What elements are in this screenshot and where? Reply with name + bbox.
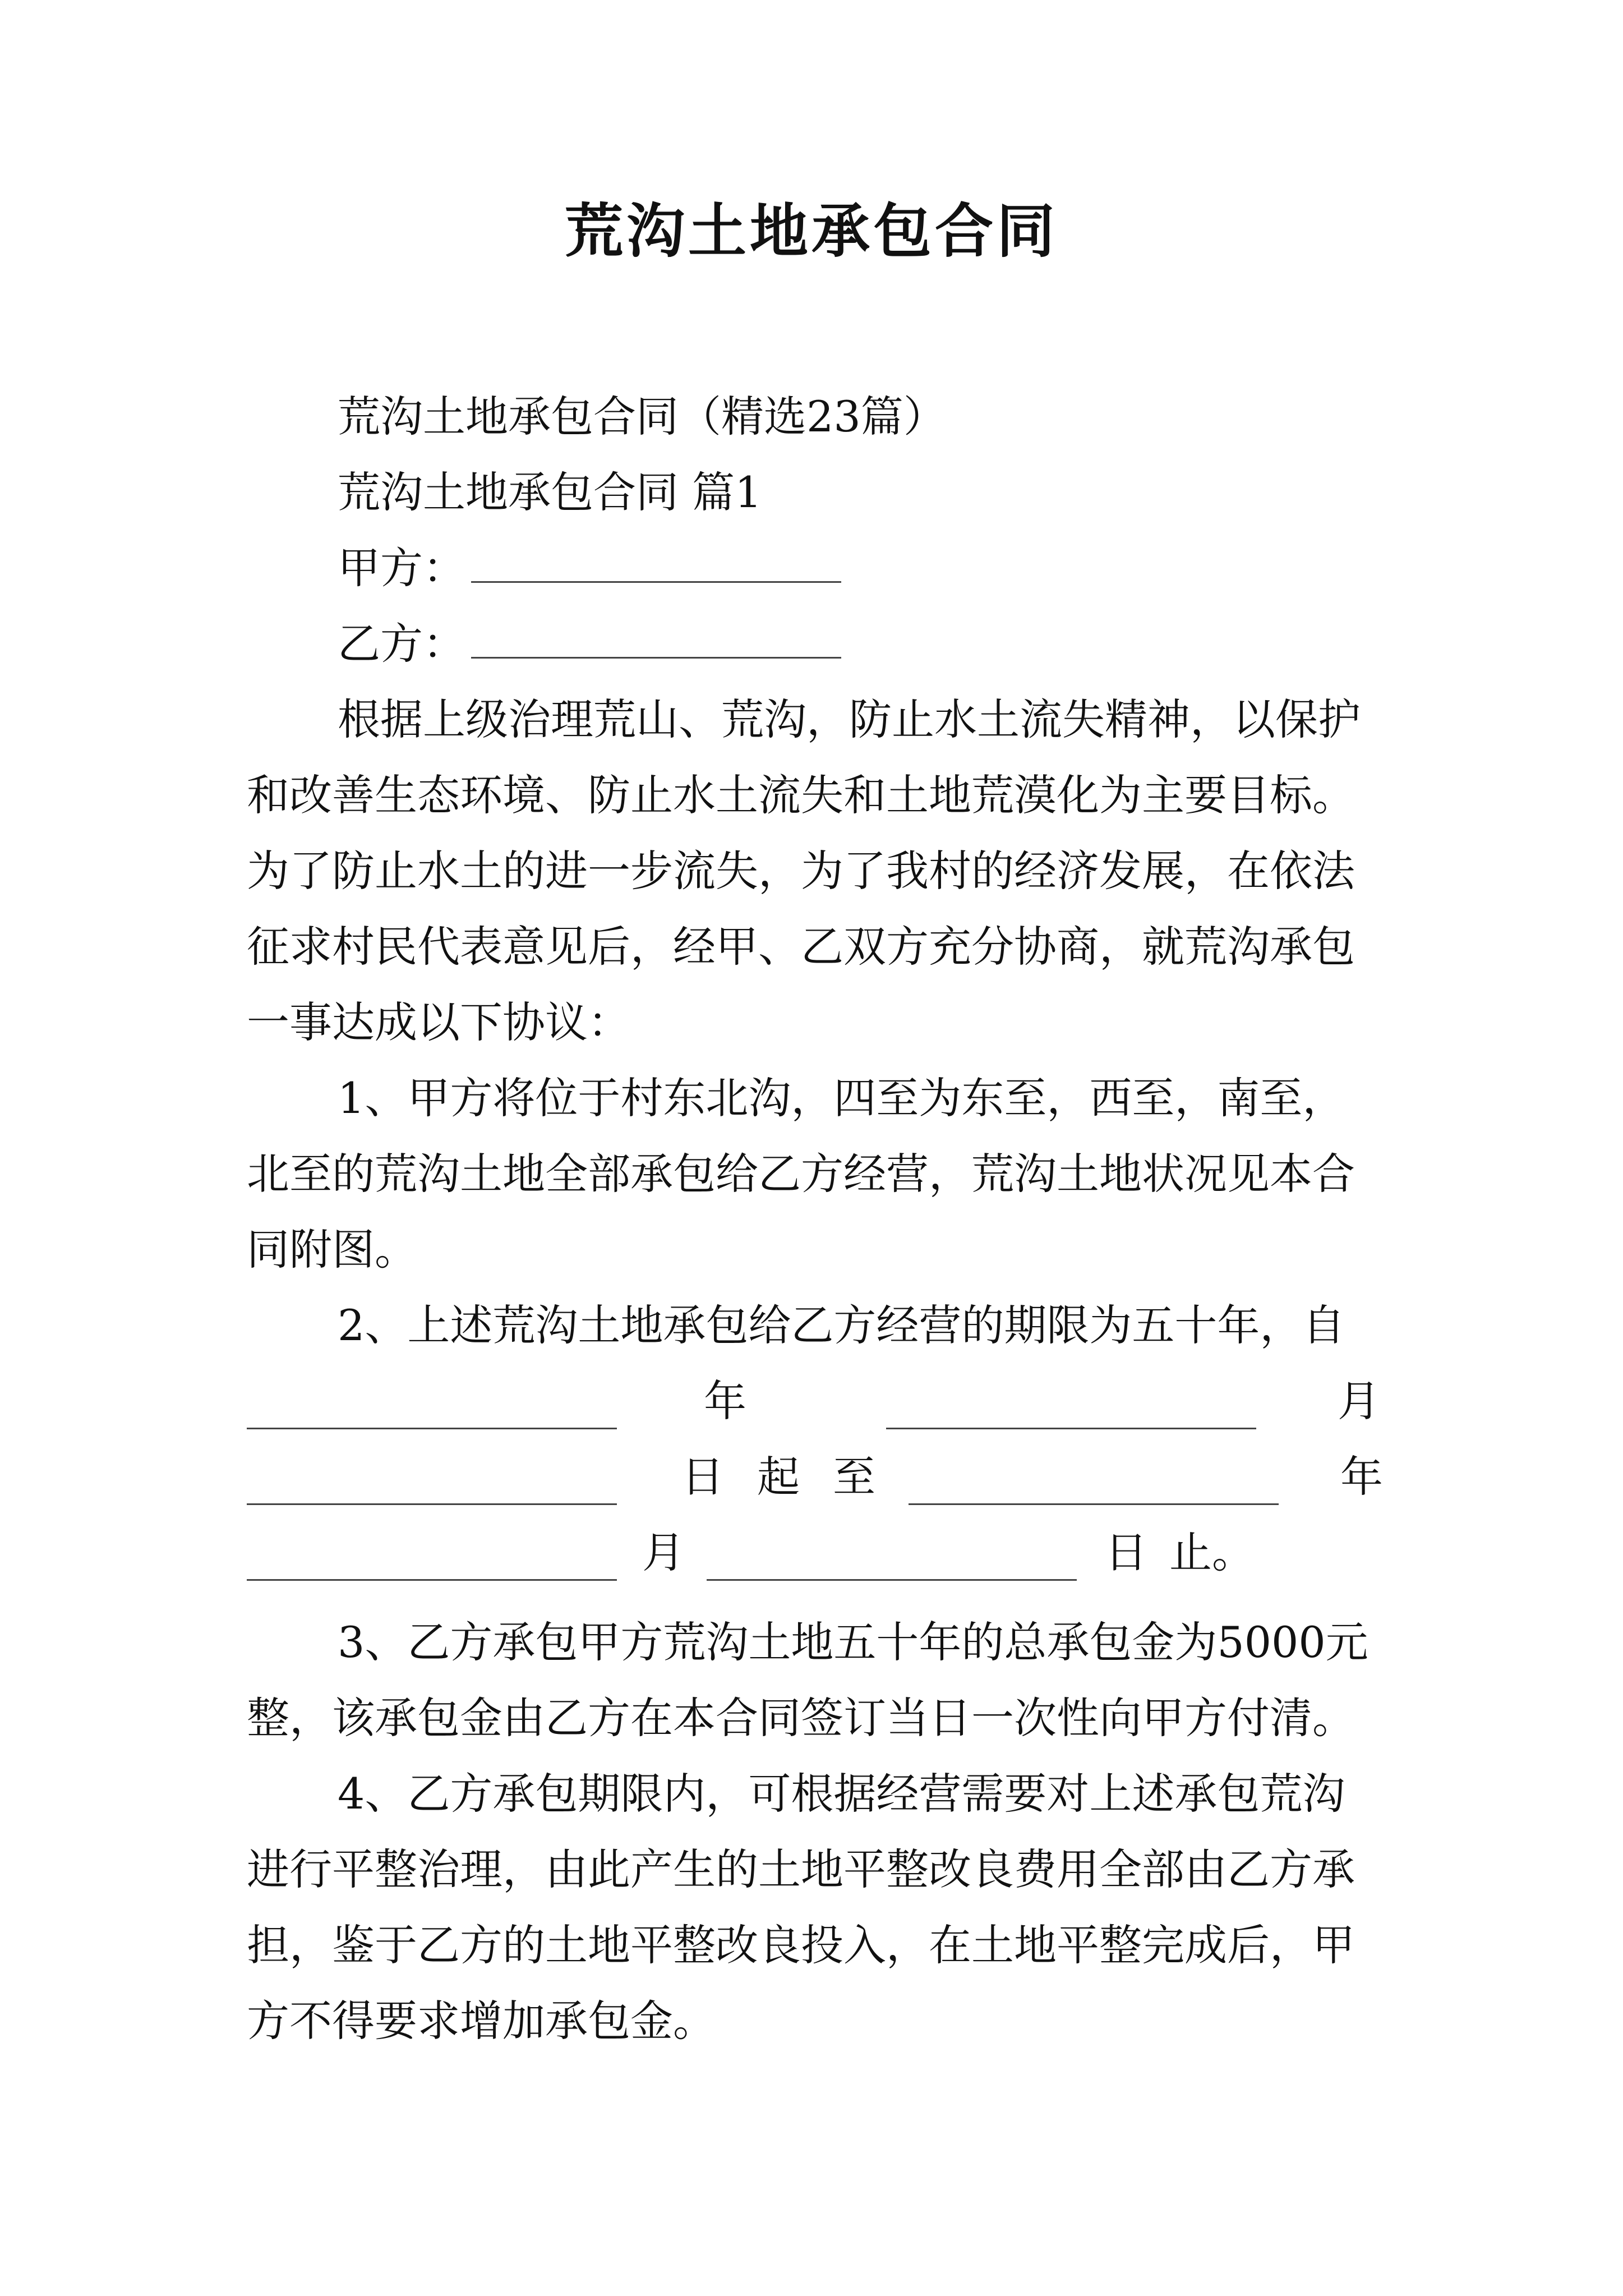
clause1-line: 北至的荒沟土地全部承包给乙方经营，荒沟土地状况见本合: [247, 1149, 1355, 1199]
end-word: 止。: [1169, 1527, 1255, 1577]
party-a-label: 甲方：: [338, 543, 465, 593]
document-title: 荒沟土地承包合同: [564, 196, 1058, 265]
party-b-label: 乙方：: [338, 619, 465, 669]
clause4-line: 方不得要求增加承包金。: [247, 1996, 716, 2046]
preamble-line: 征求村民代表意见后，经甲、乙双方充分协商，就荒沟承包: [247, 922, 1355, 972]
party-a-line: [338, 543, 841, 593]
start-month-word: 月: [1338, 1376, 1380, 1426]
end-month-word: 月: [642, 1527, 685, 1577]
end-year-word: 年: [1340, 1452, 1383, 1502]
zhi-word: 至: [833, 1452, 875, 1502]
end-day-blank: [707, 1579, 1077, 1581]
end-day-word: 日: [1105, 1527, 1147, 1577]
clause4-line: 担，鉴于乙方的土地平整改良投入，在土地平整完成后，甲: [247, 1920, 1355, 1970]
qi-word: 起: [757, 1452, 800, 1502]
clause3-line: 整，该承包金由乙方在本合同签订当日一次性向甲方付清。: [247, 1693, 1355, 1743]
preamble-line: 和改善生态环境、防止水土流失和土地荒漠化为主要目标。: [247, 770, 1355, 820]
start-year-word: 年: [704, 1376, 746, 1426]
party-b-line: [338, 619, 841, 669]
start-day-word: 日: [681, 1452, 724, 1502]
party-b-blank: [471, 623, 841, 659]
clause1-line: 同附图。: [247, 1225, 417, 1274]
clause4-line: 4、乙方承包期限内，可根据经营需要对上述承包荒沟: [338, 1769, 1345, 1819]
preamble-line: 为了防止水土的进一步流失，为了我村的经济发展，在依法: [247, 846, 1355, 896]
clause3-line: 3、乙方承包甲方荒沟土地五十年的总承包金为5000元: [338, 1617, 1368, 1667]
clause2-line: 2、上述荒沟土地承包给乙方经营的期限为五十年，自: [338, 1300, 1345, 1350]
section-heading: 荒沟土地承包合同 篇1: [338, 467, 762, 517]
subtitle: 荒沟土地承包合同（精选23篇）: [338, 392, 946, 441]
end-year-blank: [909, 1503, 1279, 1505]
clause4-line: 进行平整治理，由此产生的土地平整改良费用全部由乙方承: [247, 1844, 1355, 1894]
start-day-blank: [247, 1503, 617, 1505]
clause1-line: 1、甲方将位于村东北沟，四至为东至，西至，南至，: [338, 1073, 1345, 1123]
end-month-blank: [247, 1579, 617, 1581]
start-month-blank: [886, 1428, 1256, 1429]
party-a-blank: [471, 547, 841, 583]
preamble-line: 根据上级治理荒山、荒沟，防止水土流失精神，以保护: [338, 694, 1361, 744]
start-year-blank: [247, 1428, 617, 1429]
preamble-line: 一事达成以下协议：: [247, 997, 630, 1047]
